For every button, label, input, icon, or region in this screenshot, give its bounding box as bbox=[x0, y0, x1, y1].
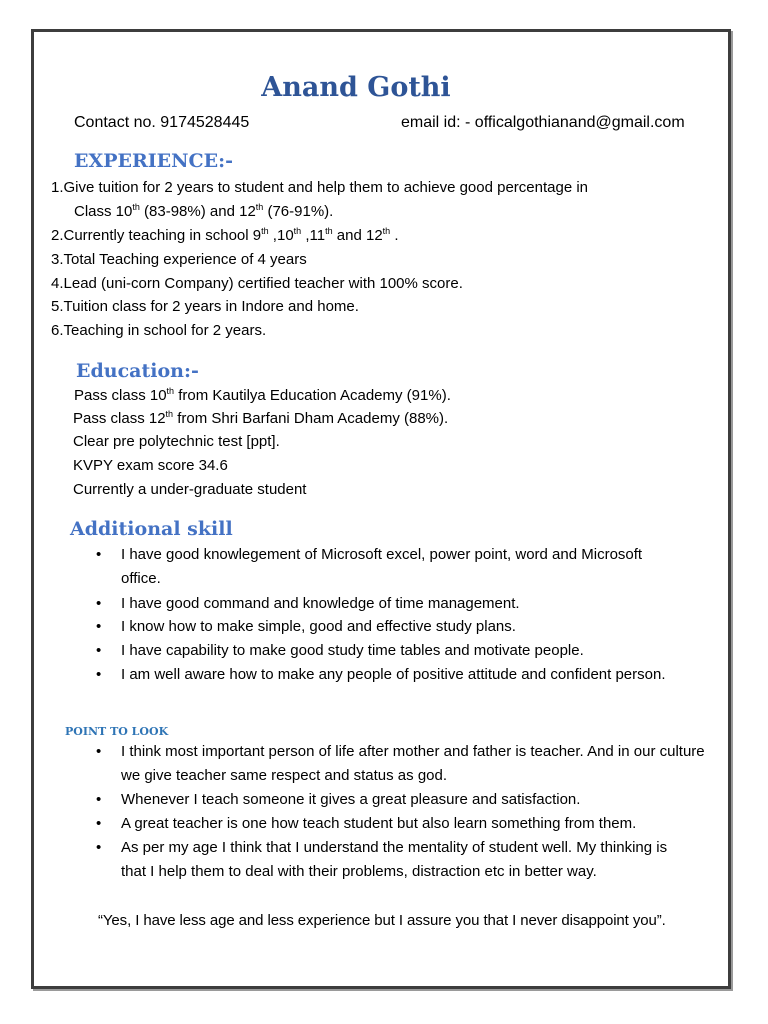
point-item-3: A great teacher is one how teach student but also learn something from them. bbox=[121, 815, 637, 832]
skill-item-1: I have good knowlegement of Microsoft excel, power point, word and Microsoft office. bbox=[121, 546, 643, 587]
education-line-2: Pass class 12th from Shri Barfani Dham Academy (88%). bbox=[73, 409, 449, 427]
experience-item-1: 1.Give tuition for 2 years to student and help them to achieve good percentage in bbox=[51, 179, 589, 196]
bullet-marker: • bbox=[96, 595, 102, 612]
skill-item-2: I have good command and knowledge of time management. bbox=[121, 595, 520, 612]
closing-quote: “Yes, I have less age and less experience but I assure you that I never disappoint you”. bbox=[98, 912, 666, 929]
bullet-marker: • bbox=[96, 666, 102, 683]
point-to-look-heading: POINT TO LOOK bbox=[65, 725, 169, 738]
experience-item-5: 5.Tuition class for 2 years in Indore and home. bbox=[51, 298, 359, 315]
skill-item-3: I know how to make simple, good and effective study plans. bbox=[121, 618, 516, 635]
experience-item-1-cont: Class 10th (83-98%) and 12th (76-91%). bbox=[74, 202, 334, 220]
skill-item-5: I am well aware how to make any people of positive attitude and confident person. bbox=[121, 666, 666, 683]
bullet-marker: • bbox=[96, 791, 102, 808]
point-item-4: As per my age I think that I understand the mentality of student well. My thinking is that I help them to deal with their problems, distraction etc in better way. bbox=[121, 839, 668, 880]
experience-item-6: 6.Teaching in school for 2 years. bbox=[51, 322, 267, 339]
education-heading: Education:- bbox=[76, 360, 199, 382]
education-line-4: KVPY exam score 34.6 bbox=[73, 457, 228, 474]
bullet-marker: • bbox=[96, 815, 102, 832]
experience-item-3: 3.Total Teaching experience of 4 years bbox=[51, 251, 307, 268]
bullet-marker: • bbox=[96, 618, 102, 635]
education-line-3: Clear pre polytechnic test [ppt]. bbox=[73, 433, 280, 450]
contact-number: Contact no. 9174528445 bbox=[74, 114, 250, 131]
resume-name: Anand Gothi bbox=[261, 72, 451, 103]
additional-skill-heading: Additional skill bbox=[70, 518, 233, 540]
bullet-marker: • bbox=[96, 546, 102, 563]
email-address: email id: - officalgothianand@gmail.com bbox=[401, 114, 685, 131]
education-line-1: Pass class 10th from Kautilya Education Academy (91%). bbox=[74, 386, 451, 404]
bullet-marker: • bbox=[96, 743, 102, 760]
point-item-1: I think most important person of life after mother and father is teacher. And in our culture we give teacher same respect and status as god. bbox=[121, 743, 705, 784]
bullet-marker: • bbox=[96, 642, 102, 659]
skill-item-4: I have capability to make good study time tables and motivate people. bbox=[121, 642, 584, 659]
experience-heading: EXPERIENCE:- bbox=[74, 150, 234, 172]
point-item-2: Whenever I teach someone it gives a great pleasure and satisfaction. bbox=[121, 791, 581, 808]
education-line-5: Currently a under-graduate student bbox=[73, 481, 307, 498]
experience-item-4: 4.Lead (uni-corn Company) certified teacher with 100% score. bbox=[51, 275, 463, 292]
bullet-marker: • bbox=[96, 839, 102, 856]
experience-item-2: 2.Currently teaching in school 9th ,10th ,11th and 12th . bbox=[51, 226, 399, 244]
